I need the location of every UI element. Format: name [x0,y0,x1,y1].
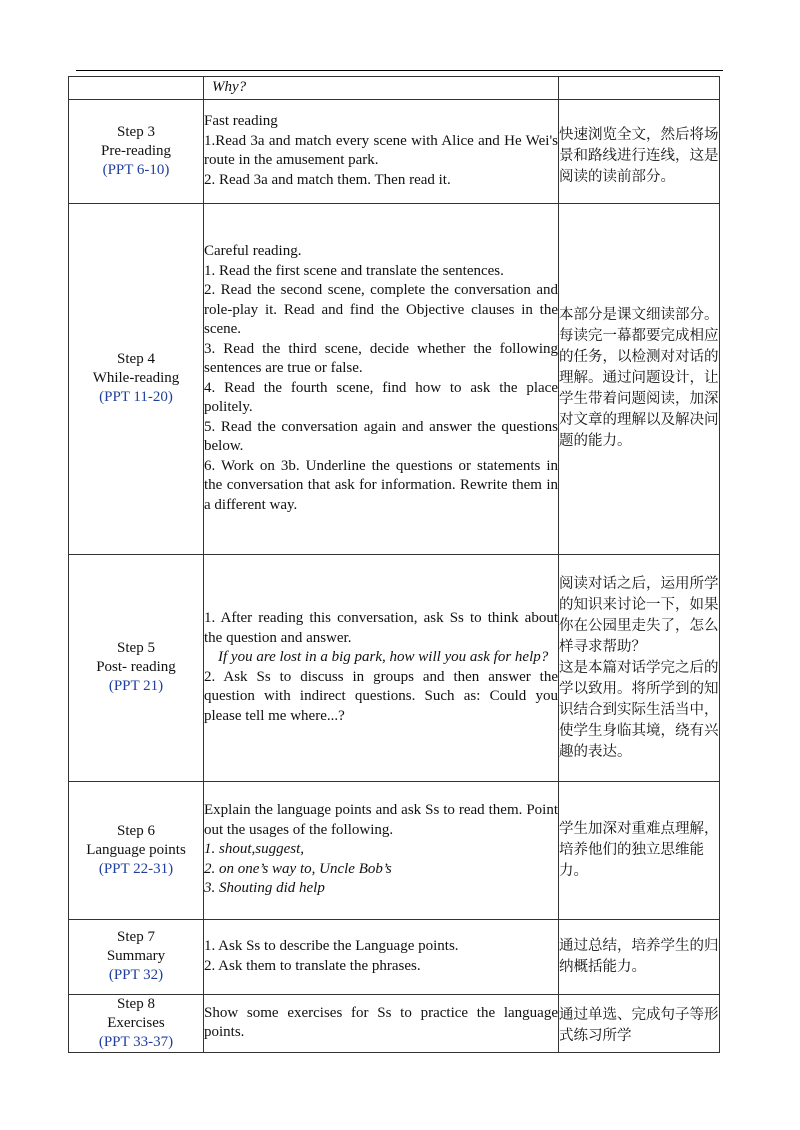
activity-cell [204,99,559,203]
purpose-text: 学生加深对重难点理解，培养他们的独立思维能力。 [559,820,719,879]
activity-text: 1. After reading this conversation, ask Ss to think about the question and answer. [204,610,558,646]
table-row [69,994,720,1052]
purpose-text: 这是本篇对话学完之后的学以致用。将所学到的知识结合到实际生活当中，使学生身临其境，绕有兴趣的表达。 [559,659,719,760]
purpose-text: 通过单选、完成句子等形式练习所学 [559,1007,719,1044]
purpose-cell [559,554,720,781]
step-cell [69,994,204,1052]
step-stage: Exercises [107,1014,165,1031]
activity-text: 6. Work on 3b. Underline the questions or statements in the conversation that ask for information. Rewrite them in a different way. [204,457,558,513]
table-row [69,919,720,994]
activity-text: Show some exercises for Ss to practice the language points. [204,1004,558,1040]
purpose-text: 本部分是课文细读部分。每读完一幕都要完成相应的任务，以检测对对话的理解。通过问题设计，让学生带着问题阅读，加深对文章的理解以及解决问题的能力。 [559,307,719,449]
step-stage: Language points [86,841,186,858]
step-ppt-range: (PPT 6-10) [102,161,170,178]
step-number: Step 7 [117,929,155,945]
step-stage: While-reading [92,370,180,386]
purpose-text: 阅读对话之后，运用所学的知识来讨论一下，如果你在公园里走失了，怎么样寻求帮助？ [559,575,719,655]
activity-text: 1.Read 3a and match every scene with Alice and He Wei's route in the amusement park. [204,132,558,168]
activity-text: 2. Read 3a and match them. Then read it. [204,171,451,188]
step-ppt-range: (PPT 11-20) [99,389,173,405]
step-stage: Pre-reading [101,142,171,159]
step-ppt-range: (PPT 32) [108,967,164,983]
activity-cell [204,781,559,919]
activity-cell [204,994,559,1052]
activity-cell [204,203,559,554]
step-number: Step 5 [117,640,155,656]
purpose-cell [559,99,720,203]
purpose-cell [559,994,720,1052]
table-row [69,781,720,919]
activity-item: 2. on one’s way to, Uncle Bob’s [204,860,392,877]
activity-cell [204,77,559,100]
activity-text: 5. Read the conversation again and answer the questions below. [204,418,558,454]
activity-text: Why? [212,79,247,95]
step-cell [69,203,204,554]
step-ppt-range: (PPT 33-37) [98,1033,174,1050]
lesson-plan-table [68,76,720,1053]
step-ppt-range: (PPT 22-31) [98,860,174,877]
step-cell [69,781,204,919]
table-row [69,554,720,781]
purpose-text: 快速浏览全文，然后将场景和路线进行连线，这是阅读的读前部分。 [559,126,719,185]
step-stage: Post- reading [96,659,176,675]
table-row [69,99,720,203]
activity-text: 2. Read the second scene, complete the conversation and role-play it. Read and find the Objective clauses in the scene. [204,282,558,337]
purpose-cell [559,919,720,994]
purpose-cell [559,203,720,554]
step-cell [69,99,204,203]
step-stage: Summary [106,948,166,964]
activity-text: 2. Ask Ss to discuss in groups and then answer the question with indirect questions. Such as: Could you please tell me where...? [204,668,558,724]
activity-item: 1. shout,suggest, [204,841,305,858]
activity-text: 3. Read the third scene, decide whether the following sentences are true or false. [204,340,558,376]
purpose-cell [559,781,720,919]
step-number: Step 4 [117,351,155,367]
purpose-cell [559,77,720,100]
activity-question: If you are lost in a big park, how will you ask for help? [218,649,549,665]
table-row [69,77,720,100]
activity-text: Explain the language points and ask Ss to read them. Point out the usages of the following. [204,802,558,838]
activity-cell [204,554,559,781]
header-rule [76,70,723,71]
step-number: Step 6 [117,822,155,839]
activity-cell [204,919,559,994]
table-row [69,203,720,554]
activity-text: 4. Read the fourth scene, find how to ask the place politely. [204,379,558,415]
step-cell [69,77,204,100]
step-number: Step 8 [117,995,155,1012]
activity-text: Careful reading. [204,243,302,259]
step-cell [69,919,204,994]
step-cell [69,554,204,781]
step-number: Step 3 [117,123,155,140]
activity-text: 2. Ask them to translate the phrases. [204,957,421,974]
activity-text: 1. Ask Ss to describe the Language points. [204,938,459,954]
step-ppt-range: (PPT 21) [108,678,164,694]
activity-text: 1. Read the first scene and translate the sentences. [204,262,504,279]
activity-text: Fast reading [204,113,278,129]
activity-item: 3. Shouting did help [204,880,325,897]
purpose-text: 通过总结，培养学生的归纳概括能力。 [559,937,719,975]
